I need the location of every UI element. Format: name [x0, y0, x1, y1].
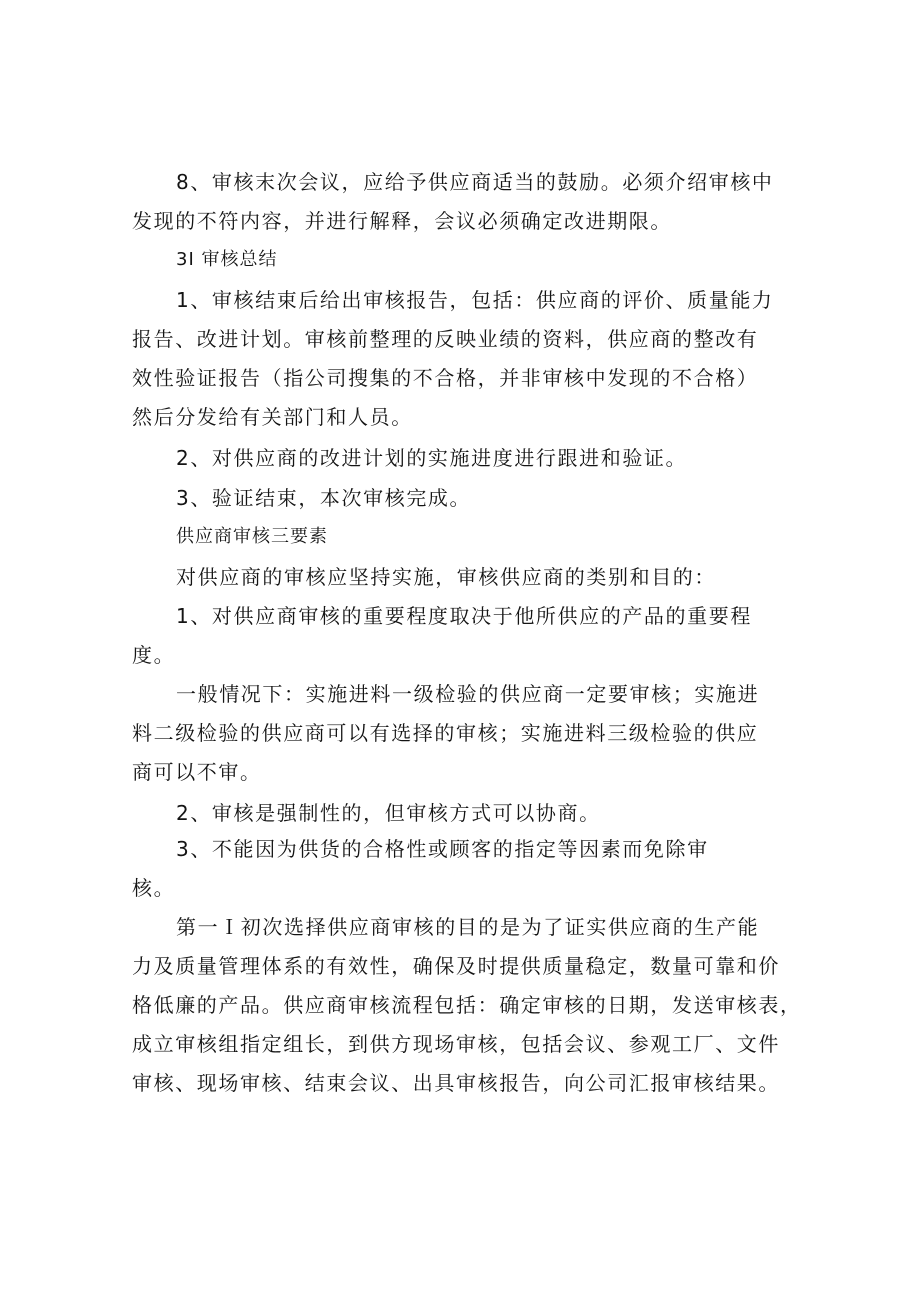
general-case-line-3: 商可以不审。 — [132, 760, 262, 784]
summary-item-1-line-4: 然后分发给有关部门和人员。 — [132, 405, 413, 429]
elements-intro: 对供应商的审核应坚持实施，审核供应商的类别和目的： — [176, 565, 716, 589]
summary-item-2: 2、对供应商的改进计划的实施进度进行跟进和验证。 — [176, 446, 688, 470]
elements-heading: 供应商审核三要素 — [176, 526, 328, 547]
general-case-line-1: 一般情况下：实施进料一级检验的供应商一定要审核；实施进 — [176, 682, 760, 706]
element-1-line-1: 1、对供应商审核的重要程度取决于他所供应的产品的重要程 — [176, 604, 752, 628]
summary-item-3: 3、验证结束，本次审核完成。 — [176, 486, 472, 510]
element-3-line-1: 3、不能因为供货的合格性或顾客的指定等因素而免除审 — [176, 837, 709, 861]
initial-selection-line-4: 成立审核组指定组长，到供方现场审核，包括会议、参观工厂、文件 — [132, 1032, 780, 1056]
initial-selection-line-3: 格低廉的产品。供应商审核流程包括：确定审核的日期，发送审核表， — [132, 993, 802, 1017]
summary-item-1-line-1: 1、审核结束后给出审核报告，包括：供应商的评价、质量能力 — [176, 288, 774, 312]
initial-selection-line-1: 第一Ｉ初次选择供应商审核的目的是为了证实供应商的生产能 — [176, 915, 760, 939]
initial-selection-line-5: 审核、现场审核、结束会议、出具审核报告，向公司汇报审核结果。 — [132, 1071, 780, 1095]
initial-selection-line-2: 力及质量管理体系的有效性，确保及时提供质量稳定，数量可靠和价 — [132, 954, 780, 978]
section-8-line-1: 8、审核末次会议，应给予供应商适当的鼓励。必须介绍审核中 — [176, 170, 774, 194]
element-1-line-2: 度。 — [132, 643, 176, 667]
section-8-line-2: 发现的不符内容，并进行解释，会议必须确定改进期限。 — [132, 209, 672, 233]
element-3-line-2: 核。 — [132, 876, 176, 900]
element-2: 2、审核是强制性的，但审核方式可以协商。 — [176, 801, 601, 825]
general-case-line-2: 料二级检验的供应商可以有选择的审核；实施进料三级检验的供应 — [132, 721, 759, 745]
summary-heading: 3I 审核总结 — [176, 249, 278, 270]
summary-item-1-line-3: 效性验证报告（指公司搜集的不合格，并非审核中发现的不合格） — [132, 366, 759, 390]
summary-item-1-line-2: 报告、改进计划。审核前整理的反映业绩的资料，供应商的整改有 — [132, 327, 759, 351]
